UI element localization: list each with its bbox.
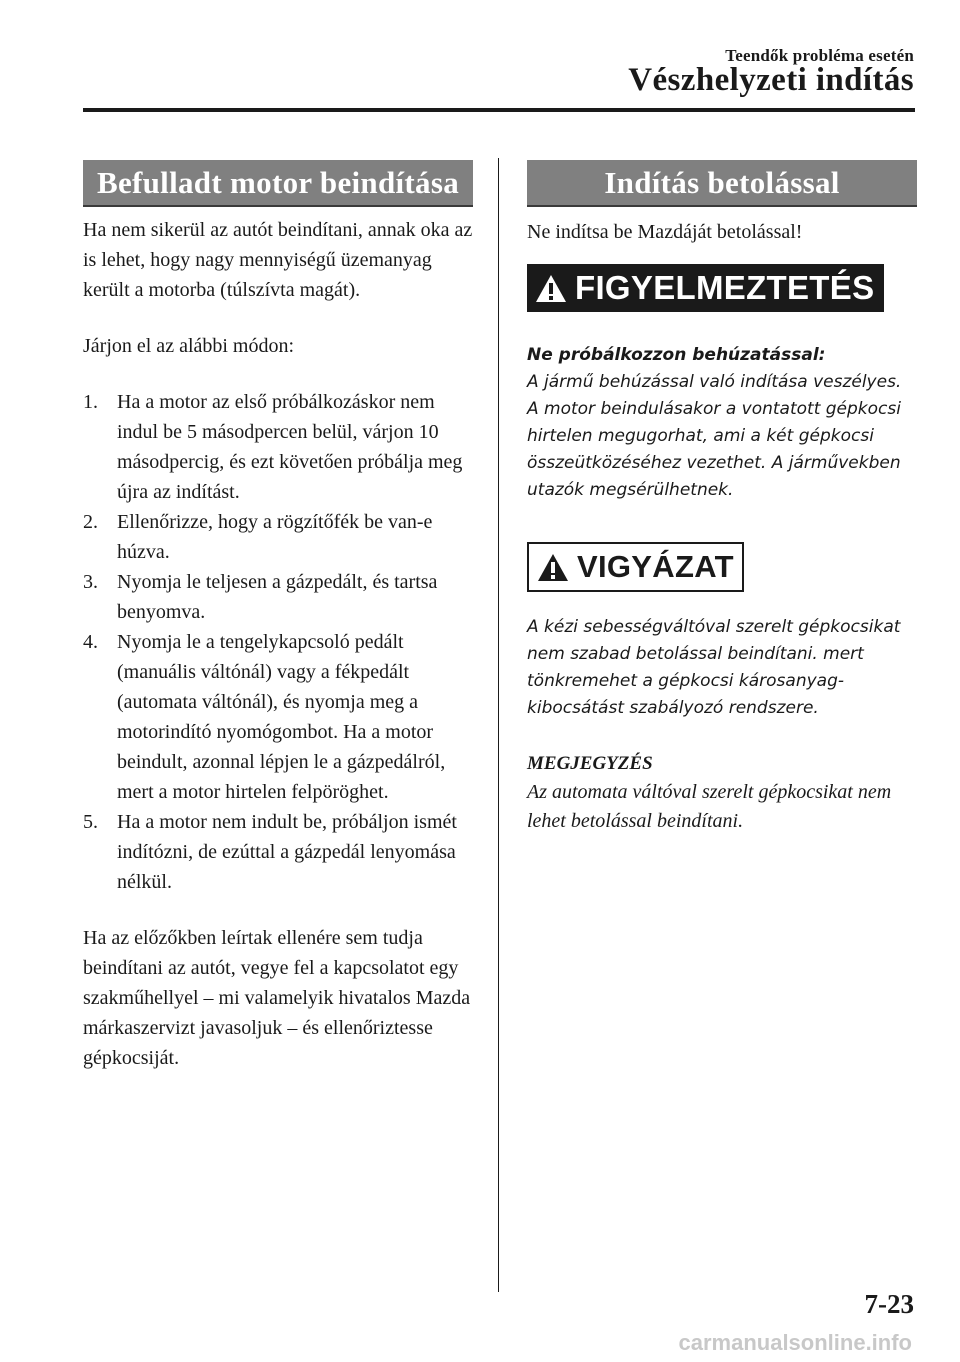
caution-label: VIGYÁZAT	[577, 549, 734, 584]
warning-heading: Ne próbálkozzon behúzatással:	[527, 345, 826, 365]
note-text: Az automata váltóval szerelt gépkocsikat nem lehet betolással beindítani.	[527, 781, 892, 832]
warning-badge	[527, 264, 884, 312]
flooded-engine-intro: Ha nem sikerül az autót beindítani, annak oka az is lehet, hogy nagy mennyiségű üzemanyag került a motorba (túlszívta magát).	[83, 219, 473, 301]
note-label: MEGJEGYZÉS	[527, 753, 653, 774]
caution-triangle-icon	[537, 553, 569, 582]
chapter-subtitle: Teendők probléma esetén	[725, 46, 914, 65]
list-item: 3. Nyomja le teljesen a gázpedált, és tartsa benyomva.	[83, 571, 438, 623]
push-start-intro: Ne indítsa be Mazdáját betolással!	[527, 221, 803, 243]
caution-text: A kézi sebességváltóval szerelt gépkocsikat nem szabad betolással beindítani. mert tönkremehet a gépkocsi károsanyag-kibocsátást szabályozó rendszere.	[527, 617, 901, 718]
warning-text: A jármű behúzással való indítása veszélyes. A motor beindulásakor a vontatott gépkocsi hirtelen megugorhat, ami a két gépkocsi összeütközéséhez vezethet. A járművekben utazók megsérülhetnek.	[527, 372, 902, 500]
chapter-title: Vészhelyzeti indítás	[628, 62, 914, 98]
closing-paragraph: Ha az előzőkben leírtak ellenére sem tudja beindítani az autót, vegye fel a kapcsolatot egy szakműhellyel – mi valamelyik hivatalos Mazda márkaszervizt javasoljuk – és ellenőriztesse gépkocsiját.	[83, 927, 471, 1069]
steps-list	[83, 387, 473, 897]
warning-label: FIGYELMEZTETÉS	[575, 269, 875, 306]
caution-badge	[527, 542, 744, 592]
warning-triangle-icon	[535, 274, 567, 303]
watermark: carmanualsonline.info	[678, 1330, 912, 1355]
left-column	[83, 160, 473, 1073]
section-title-flooded-engine: Befulladt motor beindítása	[83, 160, 473, 207]
page-number: 7-23	[864, 1289, 914, 1319]
list-item: 5. Ha a motor nem indult be, próbáljon ismét indítózni, de ezúttal a gázpedál lenyomása nélkül.	[83, 811, 457, 893]
list-item: 1. Ha a motor az első próbálkozáskor nem indul be 5 másodpercen belül, várjon 10 másodpercig, és ezt követően próbálja meg újra az indítást.	[83, 391, 463, 503]
instruction-text: Járjon el az alábbi módon:	[83, 335, 295, 357]
header-rule	[83, 108, 915, 112]
column-divider	[498, 158, 499, 1292]
section-title-push-start: Indítás betolással	[527, 160, 917, 207]
list-item: 4. Nyomja le a tengelykapcsoló pedált (manuális váltónál) vagy a fékpedált (automata váltónál), és nyomja meg a motorindító nyomógombot. Ha a motor beindult, azonnal lépjen le a gázpedálról, mert a motor hirtelen felpöröghet.	[83, 631, 446, 803]
right-column	[527, 160, 917, 836]
list-item: 2. Ellenőrizze, hogy a rögzítőfék be van-e húzva.	[83, 511, 433, 563]
